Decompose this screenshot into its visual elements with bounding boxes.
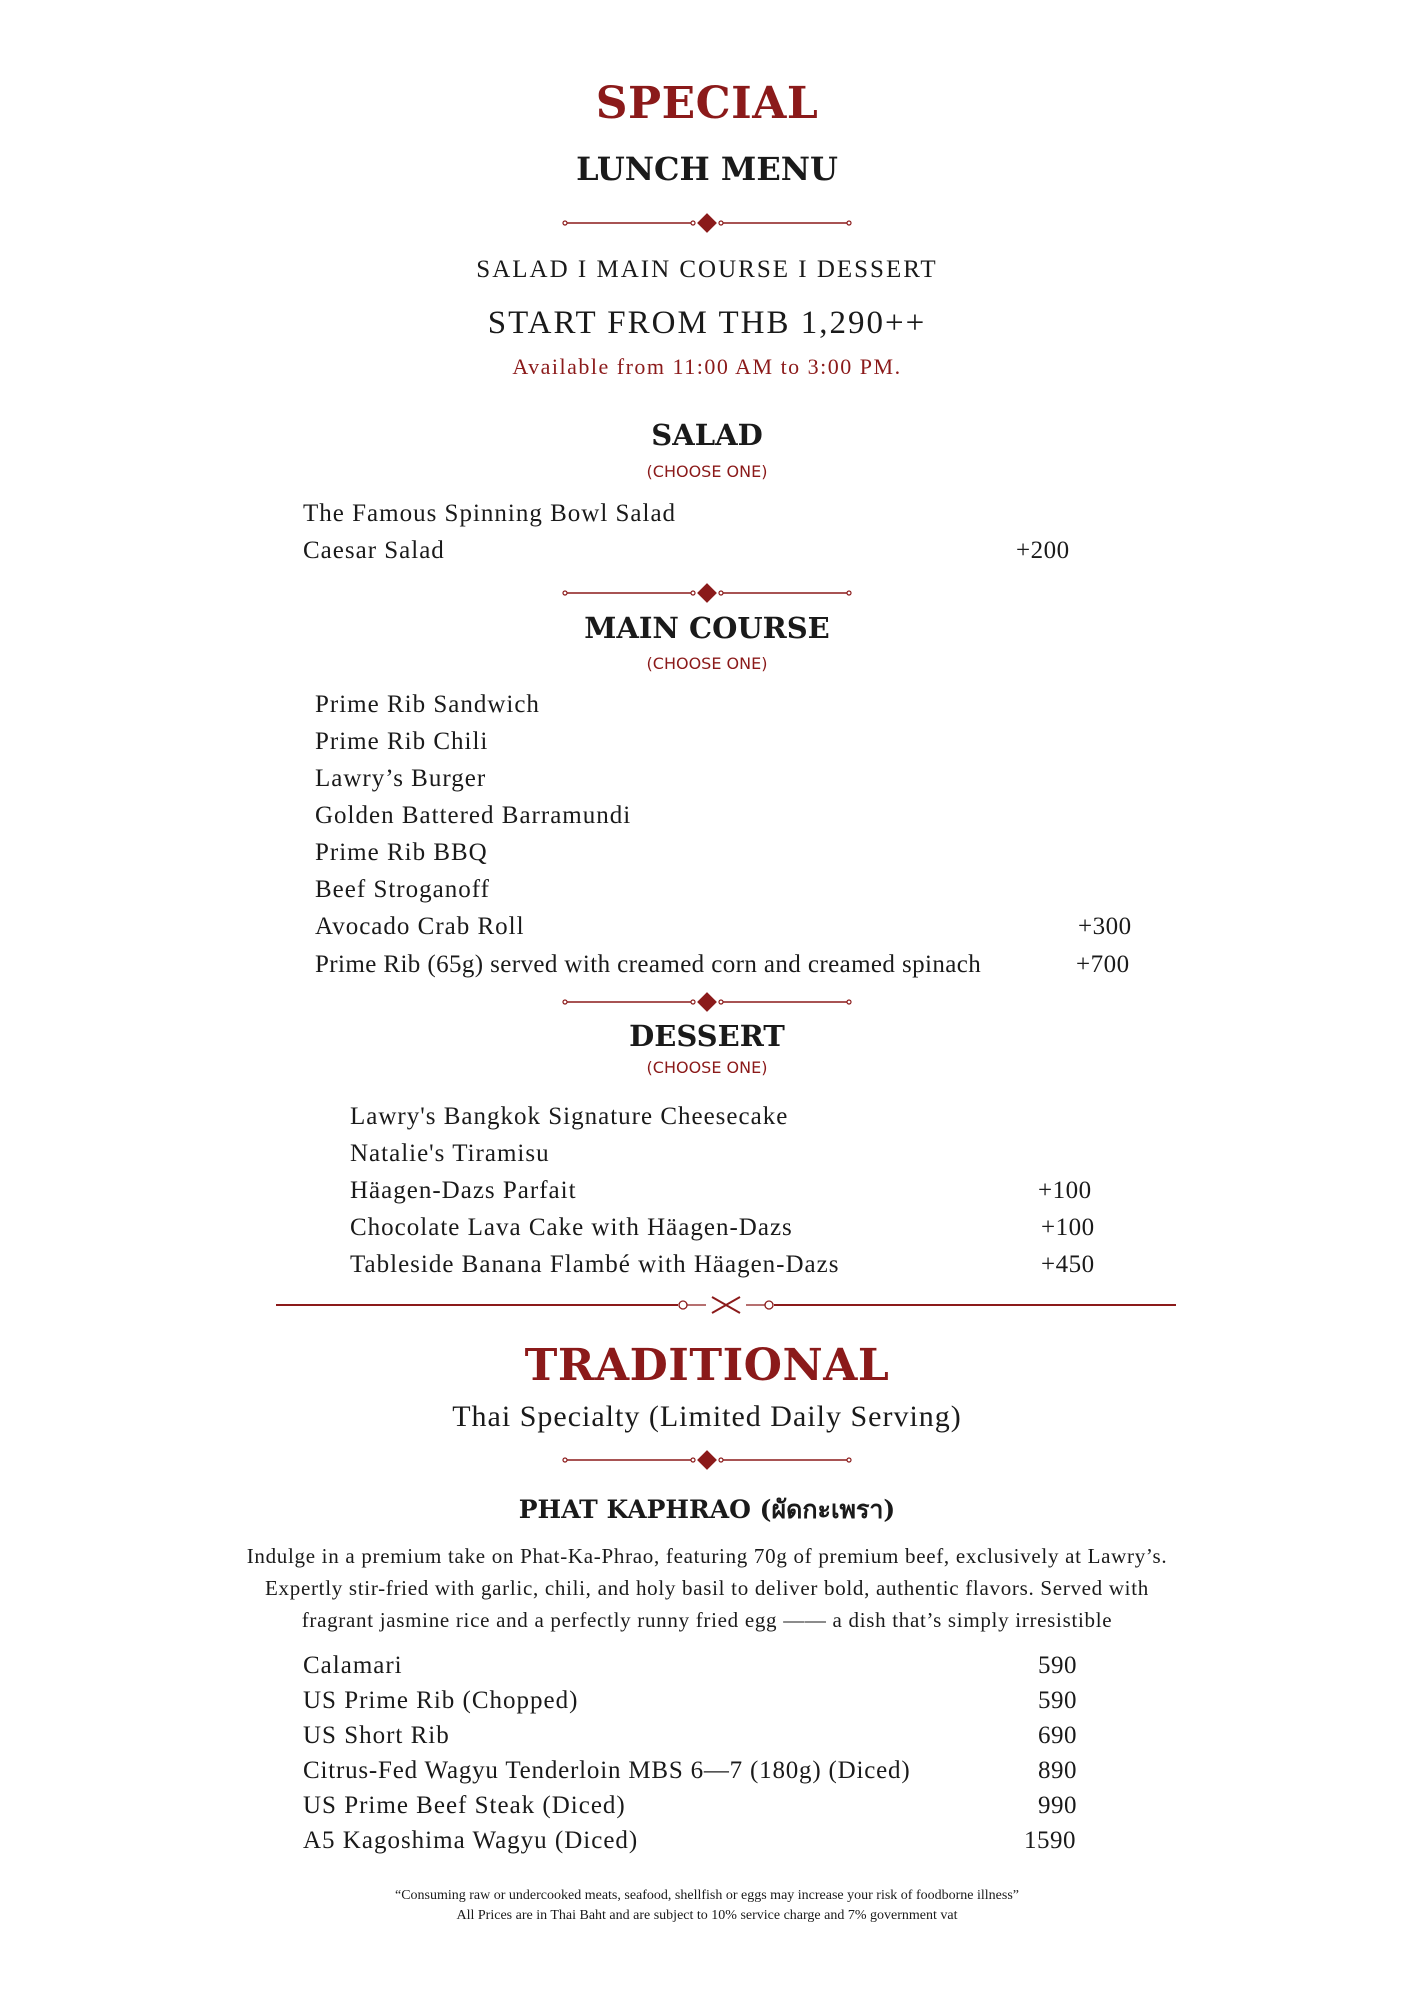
main-item-name: Prime Rib Chili (315, 728, 489, 755)
traditional-item-name: US Prime Rib (Chopped) (303, 1687, 579, 1714)
dessert-item-name: Lawry's Bangkok Signature Cheesecake (350, 1103, 789, 1130)
salad-item-name: The Famous Spinning Bowl Salad (303, 500, 677, 527)
main-item-name: Lawry’s Burger (315, 765, 487, 792)
traditional-item-price: 590 (1038, 1687, 1077, 1714)
courses-line: SALAD I MAIN COURSE I DESSERT (476, 256, 938, 283)
dish-description-line: Indulge in a premium take on Phat-Ka-Phrao, featuring 70g of premium beef, exclusively at Lawry’s. (246, 1544, 1168, 1568)
main-course-choose-note: (CHOOSE ONE) (646, 654, 768, 673)
ornament-divider (0, 1450, 1414, 1470)
dessert-item-name: Chocolate Lava Cake with Häagen-Dazs (350, 1214, 793, 1241)
traditional-item-name: A5 Kagoshima Wagyu (Diced) (303, 1827, 639, 1854)
main-item-name: Avocado Crab Roll (315, 913, 525, 940)
salad-heading: SALAD (651, 418, 763, 452)
ornament-divider (0, 583, 1414, 603)
main-item-price: +300 (1078, 913, 1132, 940)
availability-text: Available from 11:00 AM to 3:00 PM. (512, 354, 902, 379)
health-warning: “Consuming raw or undercooked meats, seafood, shellfish or eggs may increase your risk of foodborne illness” (394, 1888, 1019, 1903)
main-item-name: Prime Rib BBQ (315, 839, 488, 866)
main-item-price: +700 (1076, 951, 1130, 978)
section-long-divider (276, 1293, 1176, 1317)
traditional-item-price: 590 (1038, 1652, 1077, 1679)
traditional-title: TRADITIONAL (524, 1340, 890, 1391)
dish-description-line: Expertly stir-fried with garlic, chili, and holy basil to deliver bold, authentic flavors. Served with (265, 1576, 1149, 1600)
salad-choose-note: (CHOOSE ONE) (646, 462, 768, 481)
dessert-item-price: +100 (1041, 1214, 1095, 1241)
traditional-item-price: 690 (1038, 1722, 1077, 1749)
ornament-divider (0, 992, 1414, 1012)
ornament-divider (0, 213, 1414, 233)
price-disclaimer: All Prices are in Thai Baht and are subject to 10% service charge and 7% government vat (456, 1908, 958, 1923)
traditional-subtitle: Thai Specialty (Limited Daily Serving) (452, 1400, 962, 1433)
main-item-name: Golden Battered Barramundi (315, 802, 632, 829)
dish-heading: PHAT KAPHRAO (ผัดกะเพรา) (518, 1495, 896, 1524)
traditional-item-name: Citrus-Fed Wagyu Tenderloin MBS 6—7 (180g) (Diced) (303, 1757, 911, 1784)
dish-description-line: fragrant jasmine rice and a perfectly runny fried egg —— a dish that’s simply irresistible (301, 1608, 1113, 1632)
dessert-item-name: Tableside Banana Flambé with Häagen-Dazs (350, 1251, 840, 1278)
salad-item-price: +200 (1016, 537, 1070, 564)
traditional-item-name: US Short Rib (303, 1722, 450, 1749)
page-subtitle: LUNCH MENU (576, 150, 838, 188)
page-title: SPECIAL (595, 78, 819, 129)
main-item-name: Prime Rib (65g) served with creamed corn and creamed spinach (315, 951, 982, 978)
salad-item-name: Caesar Salad (303, 537, 445, 564)
traditional-item-name: US Prime Beef Steak (Diced) (303, 1792, 626, 1819)
start-price: START FROM THB 1,290++ (487, 305, 927, 341)
traditional-item-price: 990 (1038, 1792, 1077, 1819)
dessert-item-name: Natalie's Tiramisu (350, 1140, 550, 1167)
dessert-heading: DESSERT (629, 1019, 785, 1053)
dessert-choose-note: (CHOOSE ONE) (646, 1058, 768, 1077)
main-item-name: Beef Stroganoff (315, 876, 490, 903)
dessert-item-price: +100 (1038, 1177, 1092, 1204)
main-item-name: Prime Rib Sandwich (315, 691, 540, 718)
traditional-item-price: 1590 (1024, 1827, 1076, 1854)
dessert-item-price: +450 (1041, 1251, 1095, 1278)
traditional-item-name: Calamari (303, 1652, 403, 1679)
traditional-item-price: 890 (1038, 1757, 1077, 1784)
main-course-heading: MAIN COURSE (584, 611, 830, 645)
dessert-item-name: Häagen-Dazs Parfait (350, 1177, 577, 1204)
